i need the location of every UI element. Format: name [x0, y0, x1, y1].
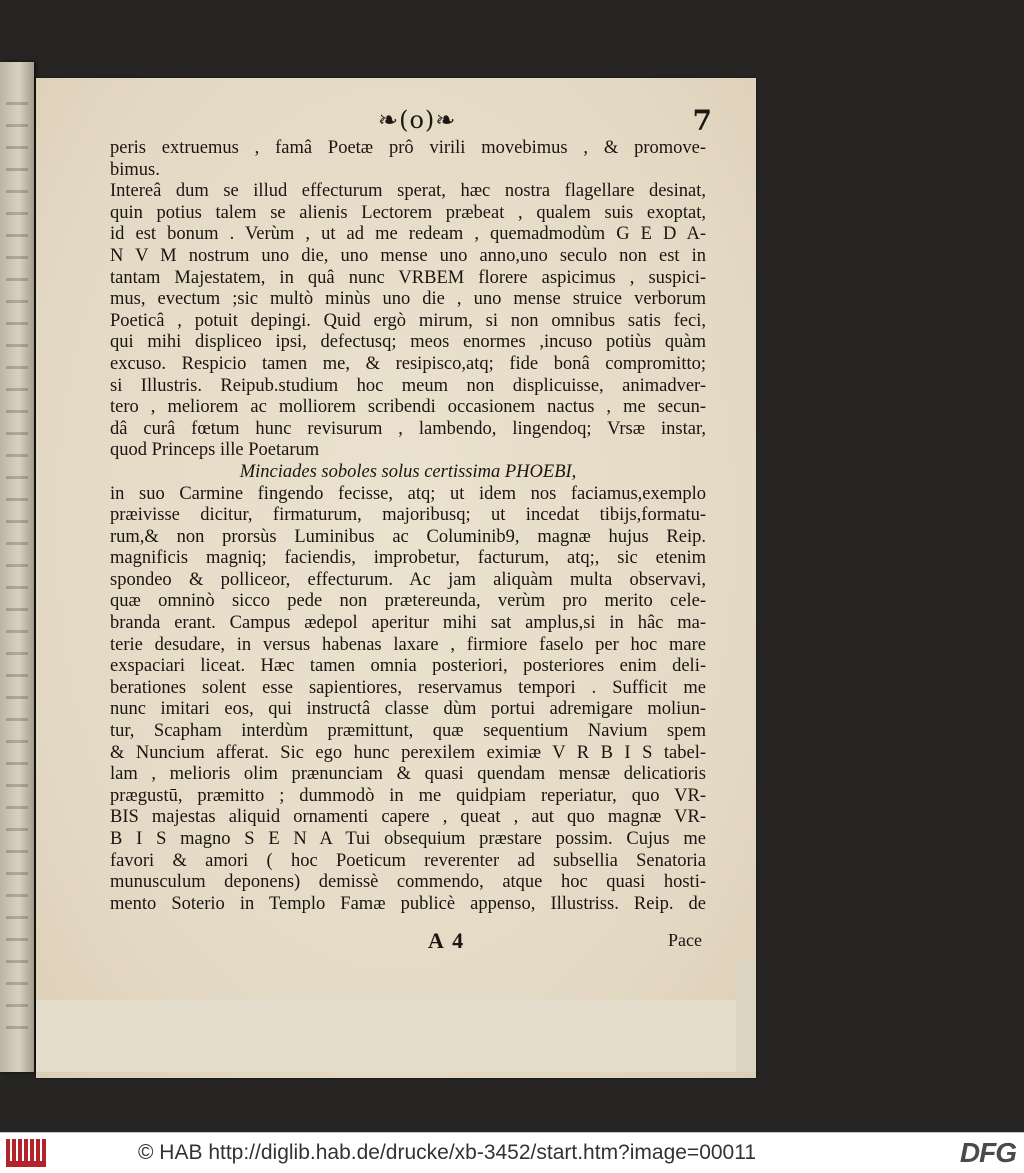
text-line: lam , melioris olim prænunciam & quasi quendam mensæ delicatioris	[110, 764, 706, 785]
text-line: Minciades soboles solus certissima PHOEBI,	[239, 461, 577, 482]
body-text	[110, 138, 706, 915]
text-line: branda erant. Campus ædepol aperitur mihi sat amplus,si in hâc ma-	[110, 613, 706, 634]
text-line: tantam Majestatem, in quâ nunc VRBEM florere aspicimus , suspici-	[110, 267, 706, 288]
text-line: dâ curâ fœtum hunc revisurum , lambendo, lingendoq; Vrsæ instar,	[110, 418, 706, 439]
text-line: mus, evectum ;sic multò minùs uno die , uno mense struice verborum	[110, 289, 706, 310]
text-line: si Illustris. Reipub.studium hoc meum non displicuisse, animadver-	[110, 375, 706, 396]
text-line: bimus.	[110, 159, 160, 180]
text-line: B I S magno S E N A Tui obsequium præstare possim. Cujus me	[110, 829, 706, 849]
text-line: id est bonum . Verùm , ut ad me redeam , quemadmodùm G E D A-	[110, 224, 706, 245]
text-line: excuso. Respicio tamen me, & resipisco,atq; fide bonâ compromitto;	[110, 353, 706, 374]
page-header	[100, 104, 720, 140]
text-line: tero , meliorem ac molliorem scribendi occasionem nactus , me secun-	[110, 397, 706, 418]
text-line: tur, Scapham interdùm præmittunt, quæ sequentium Navium spem	[110, 721, 706, 742]
text-line: rum,& non prorsùs Luminibus ac Columinib9, magnæ hujus Reip.	[110, 526, 706, 547]
text-line: quæ omninò sicco pede non prætereunda, verùm pro merito cele-	[110, 591, 706, 612]
text-line: quod Princeps ille Poetarum	[110, 440, 320, 461]
credit-bar	[0, 1132, 1024, 1173]
text-line: exspaciari liceat. Hæc tamen omnia posteriori, posteriores enim deli-	[110, 656, 706, 677]
ornament-icon: ❧(o)❧	[378, 106, 457, 134]
text-line: munusculum deponens) demissè commendo, atque hoc quasi hosti-	[110, 872, 706, 893]
text-line: spondeo & polliceor, effecturum. Ac jam aliquàm multa observavi,	[110, 569, 706, 590]
page-footer	[110, 928, 706, 956]
text-line: BIS majestas aliquid ornamenti capere , queat , aut quo magnæ VR-	[110, 807, 706, 828]
text-line: Intereâ dum se illud effecturum sperat, hæc nostra flagellare desinat,	[110, 181, 706, 202]
page-number: 7	[692, 104, 712, 137]
hab-logo-icon	[6, 1139, 46, 1167]
text-line: berationes solent esse sapientiores, reservamus tempori . Sufficit me	[110, 677, 706, 698]
text-line: magnificis magniq; faciendis, improbetur, facturum, atq;, sic etenim	[110, 548, 706, 569]
text-line: quin potius talem se alienis Lectorem præbeat , qualem suis exoptat,	[110, 202, 706, 223]
text-line: qui mihi displiceo ipsi, defectusq; meos enormes ,incuso potiùs quàm	[110, 332, 706, 353]
copyright-link[interactable]: © HAB http://diglib.hab.de/drucke/xb-3452/start.htm?image=00011	[138, 1141, 757, 1164]
text-line: nunc imitari eos, qui instructâ classe dùm portui adremigare moliun-	[110, 699, 706, 720]
signature-mark: A 4	[428, 928, 466, 953]
text-line: prægustū, præmitto ; dummodò in me quidpiam reperiatur, quo VR-	[110, 785, 706, 806]
text-line: Poeticâ , potuit depingi. Quid ergò mirum, si non omnibus satis feci,	[110, 310, 706, 331]
page-lower-margin	[36, 1000, 736, 1072]
text-line: terie desudare, in versus habenas laxare , firmiore faselo per hoc mare	[110, 634, 706, 655]
text-line: in suo Carmine fingendo fecisse, atq; ut idem nos faciamus,exemplo	[110, 483, 706, 504]
text-line: præivisse dicitur, firmaturum, majoribusq; ut incedat tibijs,formatu-	[110, 505, 706, 526]
text-line: N V M nostrum uno die, uno mense uno anno,uno seculo non est in	[110, 245, 706, 266]
previous-page-edge	[0, 62, 34, 1072]
catchword: Pace	[668, 930, 702, 950]
page-fold-strip	[736, 960, 756, 1072]
text-line: mento Soterio in Templo Famæ publicè appenso, Illustriss. Reip. de	[110, 893, 706, 914]
text-line: peris extruemus , famâ Poetæ prô virili movebimus , & promove-	[110, 138, 706, 158]
dfg-logo: DFG	[959, 1137, 1016, 1168]
text-line: & Nuncium afferat. Sic ego hunc perexilem eximiæ V R B I S tabel-	[110, 742, 706, 763]
text-line: favori & amori ( hoc Poeticum reverenter ad subsellia Senatoria	[110, 850, 706, 871]
